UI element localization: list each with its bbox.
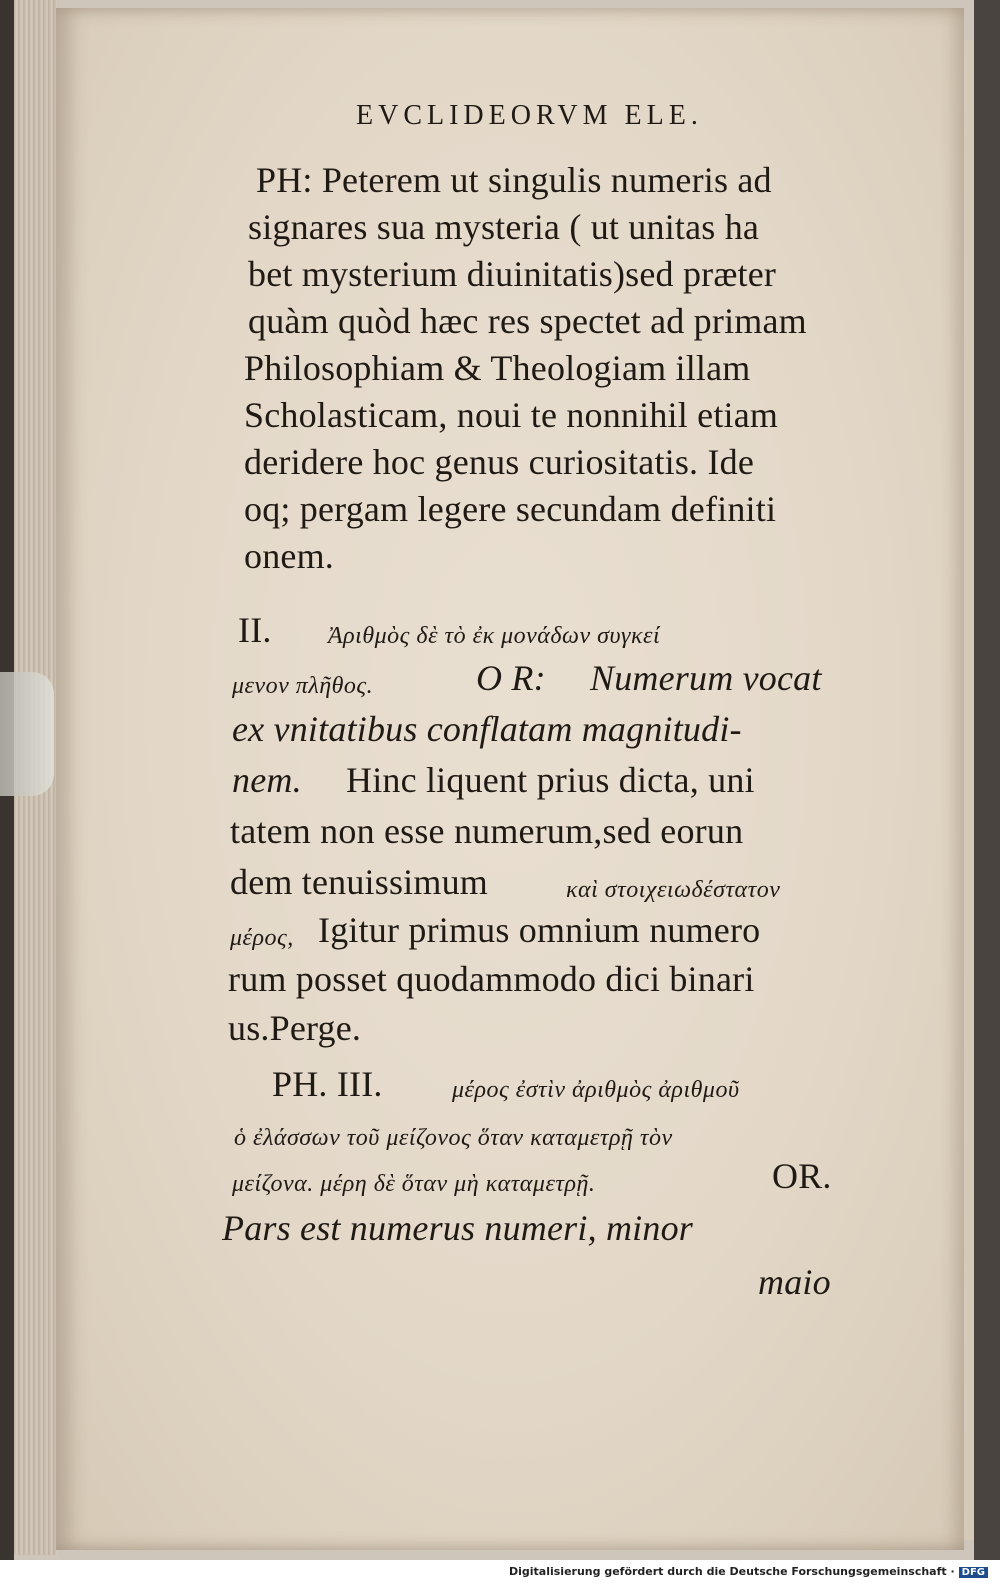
- page-marker-tab: [0, 672, 54, 796]
- text-line: onem.: [244, 536, 334, 576]
- greek-text: ὁ ἐλάσσων τοῦ μείζονος ὅταν καταμετρῇ τὸν: [234, 1125, 673, 1151]
- text-line: oq; pergam legere secundam definiti: [244, 489, 777, 529]
- italic-text: ex vnitatibus conflatam magnitudi-: [232, 709, 742, 749]
- text-line: Scholasticam, noui te nonnihil etiam: [244, 395, 779, 435]
- text-line: dem tenuissimum: [230, 862, 488, 902]
- digitization-credit: [509, 1565, 988, 1578]
- text-line: signares sua mysteria ( ut unitas ha: [248, 207, 760, 247]
- text-line: Hinc liquent prius dicta, uni: [346, 760, 755, 800]
- catchword: maio: [758, 1262, 831, 1302]
- text-line: quàm quòd hæc res spectet ad primam: [248, 301, 807, 341]
- text-line: rum posset quodammodo dici binari: [228, 959, 755, 999]
- greek-text: μενον πλῆθος.: [232, 673, 374, 699]
- credit-text: Digitalisierung gefördert durch die Deutsche Forschungsgemeinschaft ·: [508, 1565, 955, 1578]
- greek-text: Ἀριθμὸς δὲ τὸ ἐκ μονάδων συγκεί: [328, 623, 661, 649]
- facing-page-edge: [964, 40, 974, 1540]
- definition-number: II.: [238, 610, 272, 650]
- greek-text: μέρος ἐστὶν ἀριθμὸς ἀριθμοῦ: [452, 1077, 740, 1103]
- book-cover-edge-right: [974, 0, 1000, 1560]
- text-line: bet mysterium diuinitatis)sed præter: [248, 254, 777, 294]
- running-head: EVCLIDEORVM ELE.: [356, 100, 703, 131]
- speaker-label: OR.: [772, 1156, 832, 1196]
- greek-text: καὶ στοιχειωδέστατον: [566, 877, 781, 903]
- text-line: us.Perge.: [228, 1008, 362, 1048]
- greek-text: μέρος,: [230, 925, 294, 951]
- definition-number: PH. III.: [272, 1064, 383, 1104]
- text-line: Philosophiam & Theologiam illam: [244, 348, 751, 388]
- italic-text: Pars est numerus numeri, minor: [222, 1208, 693, 1248]
- italic-text: Numerum vocat: [590, 658, 822, 698]
- text-line: PH: Peterem ut singulis numeris ad: [256, 160, 772, 200]
- text-line: deridere hoc genus curiositatis. Ide: [244, 442, 755, 482]
- greek-text: μείζονα. μέρη δὲ ὅταν μὴ καταμετρῇ.: [232, 1171, 596, 1197]
- italic-text: nem.: [232, 760, 302, 800]
- dfg-logo: DFG: [959, 1567, 988, 1578]
- text-line: tatem non esse numerum,sed eorun: [230, 811, 744, 851]
- text-line: Igitur primus omnium numero: [318, 910, 761, 950]
- speaker-label: O R:: [476, 658, 546, 698]
